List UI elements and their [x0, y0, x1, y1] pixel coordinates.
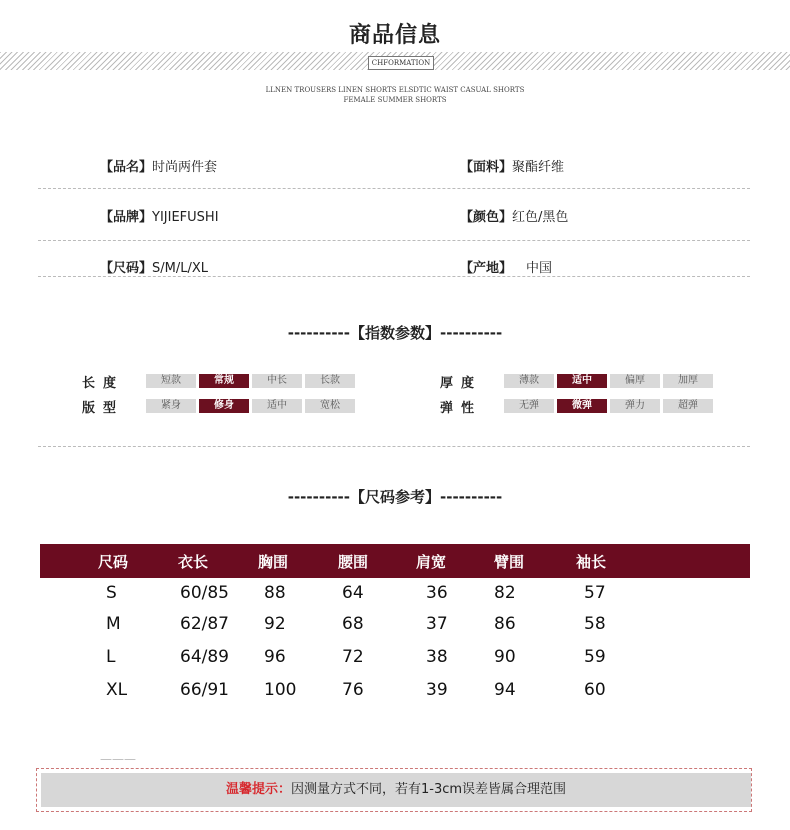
param-option: 修身 [199, 399, 249, 413]
size-table-cell: 36 [426, 583, 448, 603]
size-table-cell: 94 [494, 680, 516, 700]
info-color [460, 206, 568, 225]
size-table-cell: 82 [494, 583, 516, 603]
param-fit-options [146, 399, 355, 413]
param-option: 长款 [305, 374, 355, 388]
param-length-options [146, 374, 355, 388]
size-table-cell: 38 [426, 647, 448, 667]
info-origin-key: 【产地】 [460, 261, 513, 276]
param-elasticity-options [504, 399, 713, 413]
info-origin-value: 中国 [526, 261, 553, 276]
param-option: 适中 [557, 374, 607, 388]
divider [38, 188, 750, 189]
size-table-cell: 90 [494, 647, 516, 667]
notice-label: 温馨提示： [225, 782, 291, 797]
size-table-cell: 100 [264, 680, 297, 700]
info-fabric-value: 聚酯纤维 [512, 160, 565, 175]
size-table-cell: S [106, 583, 117, 603]
param-option: 弹力 [610, 399, 660, 413]
size-table-cell: XL [106, 680, 128, 700]
header-tag: CHFORMATION [368, 56, 434, 70]
size-table-cell: 86 [494, 614, 516, 634]
info-origin [460, 257, 552, 276]
param-option: 紧身 [146, 399, 196, 413]
param-option: 常规 [199, 374, 249, 388]
info-name-value: 时尚两件套 [152, 160, 218, 175]
info-name [100, 156, 217, 175]
notice [41, 773, 751, 807]
divider [38, 276, 750, 277]
param-length-label: 长度 [82, 376, 125, 391]
size-table-cell: 58 [584, 614, 606, 634]
param-option: 宽松 [305, 399, 355, 413]
size-table-cell: 60 [584, 680, 606, 700]
param-fit-label: 版型 [82, 401, 125, 416]
size-table-column-header: 尺码 [98, 553, 129, 571]
param-option: 无弹 [504, 399, 554, 413]
info-color-key: 【颜色】 [460, 210, 513, 225]
size-table-cell: 59 [584, 647, 606, 667]
info-size-value: S/M/L/XL [152, 261, 209, 276]
info-name-key: 【品名】 [100, 160, 153, 175]
size-table-column-header: 衣长 [178, 553, 209, 571]
param-option: 中长 [252, 374, 302, 388]
notice-text: 因测量方式不同，若有1-3cm误差皆属合理范围 [290, 782, 567, 797]
size-table-cell: 64/89 [180, 647, 229, 667]
param-option: 超弹 [663, 399, 713, 413]
param-elasticity-label: 弹性 [440, 401, 483, 416]
size-table-header [40, 544, 750, 578]
size-table-cell: 60/85 [180, 583, 229, 603]
size-table-cell: 76 [342, 680, 364, 700]
size-table-column-header: 袖长 [576, 553, 607, 571]
param-thickness-options [504, 374, 713, 388]
size-table-column-header: 臂围 [494, 553, 525, 571]
size-table-cell: 39 [426, 680, 448, 700]
cropped-row: ——— [100, 752, 136, 766]
size-table-cell: 62/87 [180, 614, 229, 634]
subtitle-line-1: LLNEN TROUSERS LINEN SHORTS ELSDTIC WAIST CASUAL SHORTS [265, 86, 525, 94]
size-table-cell: M [106, 614, 121, 634]
divider [38, 240, 750, 241]
info-size [100, 257, 208, 276]
subtitle-line-2: FEMALE SUMMER SHORTS [343, 96, 447, 104]
size-table-cell: 64 [342, 583, 364, 603]
sizes-section-title: ----------【尺码参考】---------- [287, 488, 503, 506]
info-brand-key: 【品牌】 [100, 210, 153, 225]
size-table-cell: L [106, 647, 116, 667]
size-table-cell: 72 [342, 647, 364, 667]
info-fabric-key: 【面料】 [460, 160, 513, 175]
param-thickness-label: 厚度 [440, 376, 483, 391]
params-section-title: ----------【指数参数】---------- [287, 324, 503, 342]
size-table-cell: 88 [264, 583, 286, 603]
param-option: 加厚 [663, 374, 713, 388]
size-table-column-header: 肩宽 [416, 553, 447, 571]
size-table-column-header: 腰围 [338, 553, 369, 571]
info-brand-value: YIJIEFUSHI [152, 210, 219, 225]
size-table-cell: 96 [264, 647, 286, 667]
page-title: 商品信息 [348, 22, 441, 48]
size-table-cell: 57 [584, 583, 606, 603]
param-option: 薄款 [504, 374, 554, 388]
info-color-value: 红色/黑色 [512, 210, 569, 225]
info-fabric [460, 156, 564, 175]
info-size-key: 【尺码】 [100, 261, 153, 276]
info-brand [100, 206, 219, 225]
size-table-column-header: 胸围 [258, 553, 289, 571]
param-option: 偏厚 [610, 374, 660, 388]
param-option: 短款 [146, 374, 196, 388]
param-option: 适中 [252, 399, 302, 413]
size-table-cell: 92 [264, 614, 286, 634]
size-table-cell: 37 [426, 614, 448, 634]
param-option: 微弹 [557, 399, 607, 413]
size-table-cell: 68 [342, 614, 364, 634]
size-table-cell: 66/91 [180, 680, 229, 700]
divider [38, 446, 750, 447]
